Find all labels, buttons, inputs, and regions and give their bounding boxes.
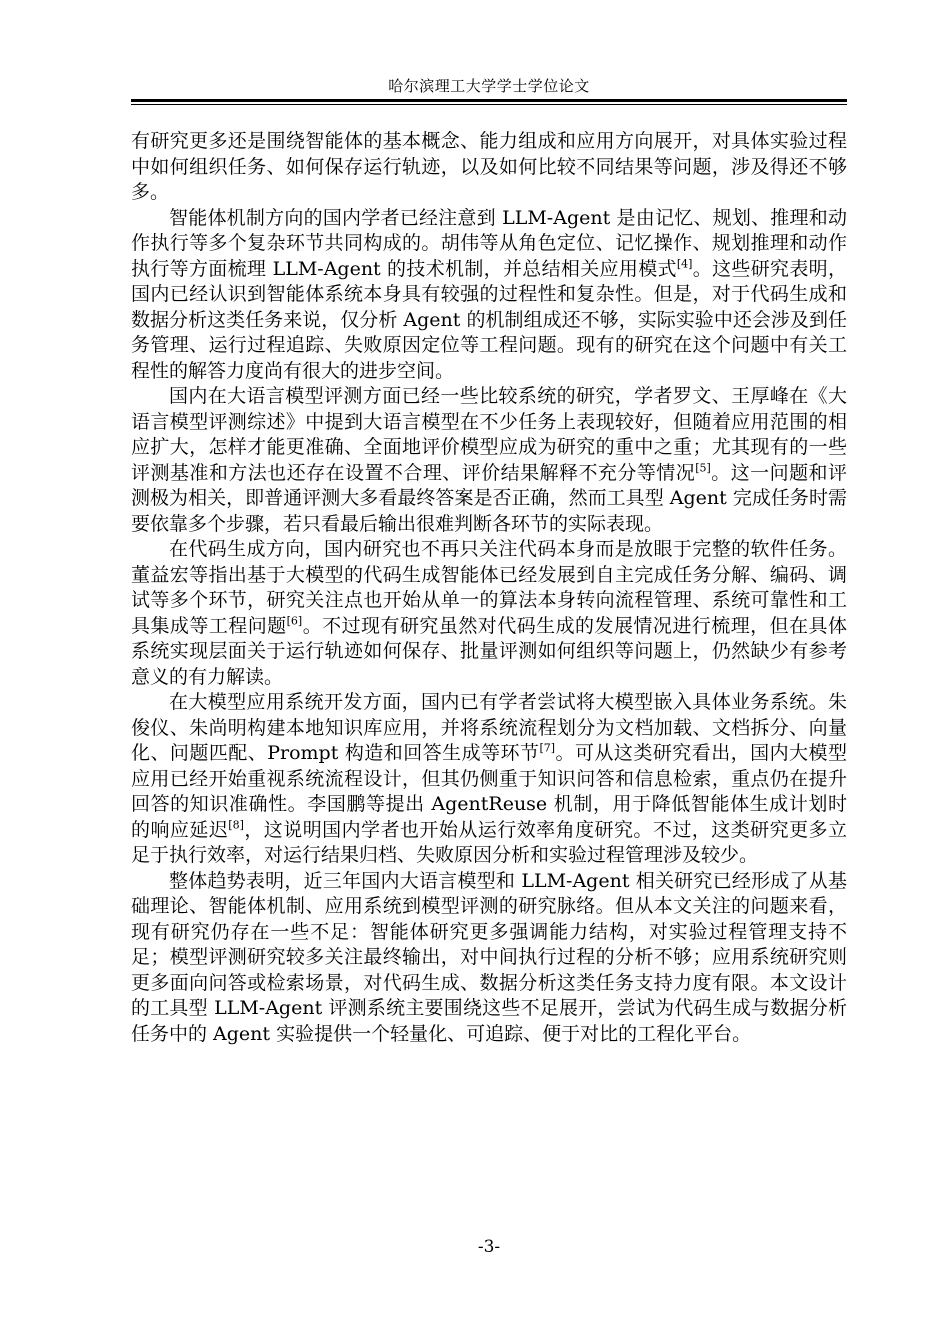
paragraph-text: 。不过现有研究虽然对代码生成的发展情况进行梳理，但在具体系统实现层面关于运行轨迹如何保存、批量评测如何组织等问题上，仍然缺少有参考意义的有力解读。 bbox=[131, 614, 847, 688]
header-rule-thick bbox=[131, 99, 847, 102]
body-paragraph bbox=[131, 537, 847, 690]
paragraph-text: 智能体机制方向的国内学者已经注意到 LLM-Agent 是由记忆、规划、推理和动作执行等多个复杂环节共同构成的。胡伟等从角色定位、记忆操作、规划推理和动作执行等方面梳理 LLM-Agent 的技术机制，并总结相关应用模式 bbox=[131, 206, 847, 280]
header-rule-thin bbox=[131, 104, 847, 105]
paragraph-text: 有研究更多还是围绕智能体的基本概念、能力组成和应用方向展开，对具体实验过程中如何组织任务、如何保存运行轨迹，以及如何比较不同结果等问题，涉及得还不够多。 bbox=[131, 130, 847, 203]
body-paragraph bbox=[131, 206, 847, 385]
body-text bbox=[131, 129, 847, 1047]
body-paragraph bbox=[131, 690, 847, 869]
paragraph-text: 。这一问题和评测极为相关，即普通评测大多看最终答案是否正确，然而工具型 Agent 完成任务时需要依靠多个步骤，若只看最后输出很难判断各环节的实际表现。 bbox=[131, 461, 847, 535]
paragraph-text: 在代码生成方向，国内研究也不再只关注代码本身而是放眼于完整的软件任务。董益宏等指出基于大模型的代码生成智能体已经发展到自主完成任务分解、编码、调试等多个环节，研究关注点也开始从单一的算法本身转向流程管理、系统可靠性和工具集成等工程问题 bbox=[131, 538, 847, 637]
citation-marker: [5] bbox=[695, 461, 711, 475]
running-header: 哈尔滨理工大学学士学位论文 bbox=[388, 77, 590, 95]
body-paragraph bbox=[131, 384, 847, 537]
paragraph-text: 整体趋势表明，近三年国内大语言模型和 LLM-Agent 相关研究已经形成了从基础理论、智能体机制、应用系统到模型评测的研究脉络。但从本文关注的问题来看，现有研究仍存在一些不足：智能体研究更多强调能力结构，对实验过程管理支持不足；模型评测研究较多关注最终输出，对中间执行过程的分析不够；应用系统研究则更多面向问答或检索场景，对代码生成、数据分析这类任务支持力度有限。本文设计的工具型 LLM-Agent 评测系统主要围绕这些不足展开，尝试为代码生成与数据分析任务中的 Agent 实验提供一个轻量化、可追踪、便于对比的工程化平台。 bbox=[131, 869, 847, 1045]
body-paragraph bbox=[131, 129, 847, 206]
citation-marker: [8] bbox=[228, 818, 244, 832]
paragraph-text: 在大模型应用系统开发方面，国内已有学者尝试将大模型嵌入具体业务系统。朱俊仪、朱尚明构建本地知识库应用，并将系统流程划分为文档加载、文档拆分、向量化、问题匹配、Prompt 构造和回答生成等环节 bbox=[131, 691, 847, 764]
citation-marker: [7] bbox=[539, 741, 556, 755]
paragraph-text: 国内在大语言模型评测方面已经一些比较系统的研究，学者罗文、王厚峰在《大语言模型评测综述》中提到大语言模型在不少任务上表现较好，但随着应用范围的相应扩大，怎样才能更准确、全面地评价模型应成为研究的重中之重；尤其现有的一些评测基准和方法也还存在设置不合理、评价结果解释不充分等情况 bbox=[131, 385, 847, 484]
citation-marker: [4] bbox=[676, 257, 693, 271]
body-paragraph bbox=[131, 869, 847, 1048]
paragraph-text: 。可从这类研究看出，国内大模型应用已经开始重视系统流程设计，但其仍侧重于知识问答和信息检索，重点仍在提升回答的知识准确性。李国鹏等提出 AgentReuse 机制，用于降低智能体生成计划时的响应延迟 bbox=[131, 742, 847, 841]
citation-marker: [6] bbox=[286, 614, 303, 628]
paragraph-text: 。这些研究表明，国内已经认识到智能体系统本身具有较强的过程性和复杂性。但是，对于代码生成和数据分析这类任务来说，仅分析 Agent 的机制组成还不够，实际实验中还会涉及到任务管理、运行过程追踪、失败原因定位等工程问题。现有的研究在这个问题中有关工程性的解答力度尚有很大的进步空间。 bbox=[131, 257, 847, 382]
page-number: -3- bbox=[477, 1237, 501, 1257]
paragraph-text: ，这说明国内学者也开始从运行效率角度研究。不过，这类研究更多立足于执行效率，对运行结果归档、失败原因分析和实验过程管理涉及较少。 bbox=[131, 818, 847, 866]
